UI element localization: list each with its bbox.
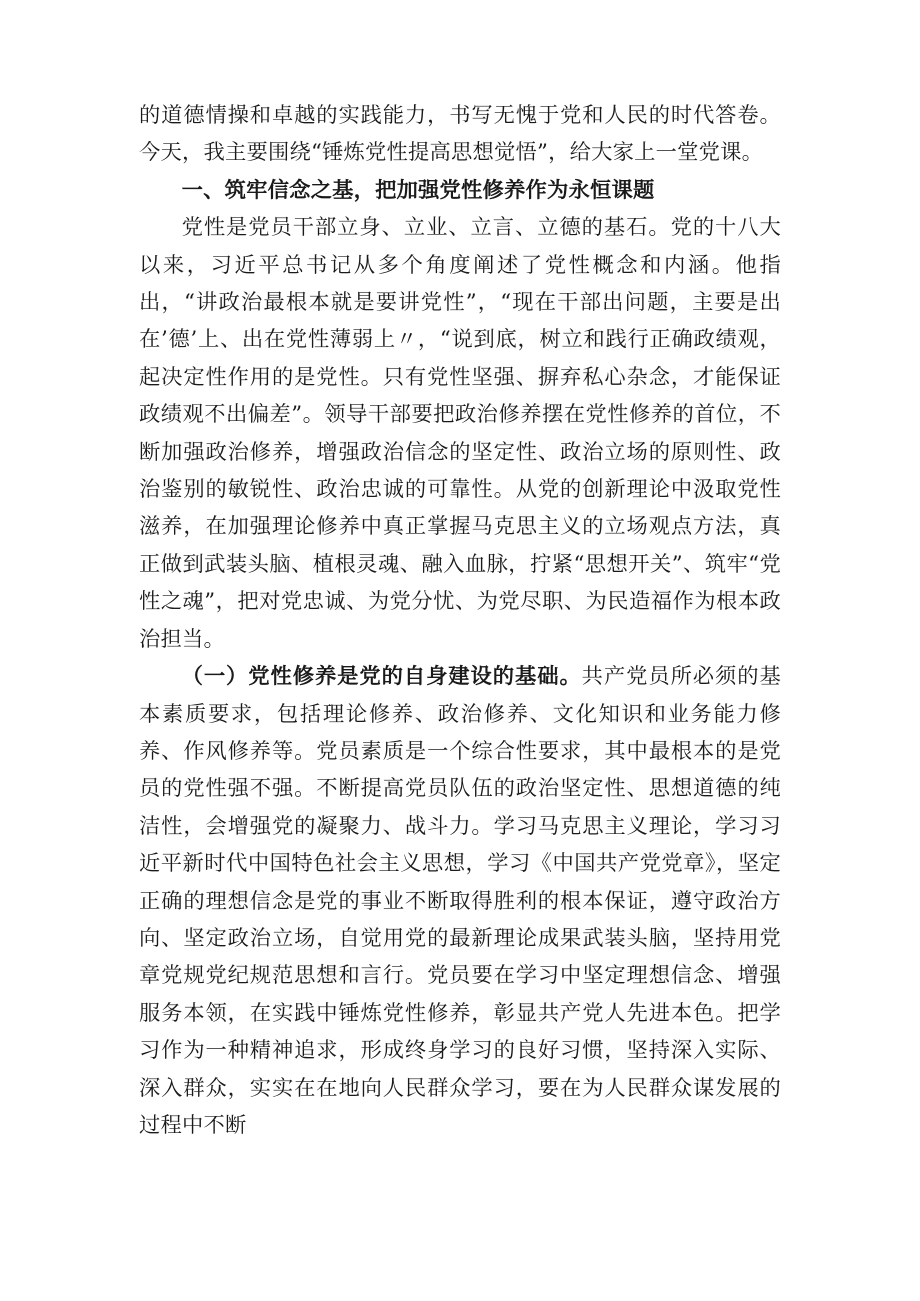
section-heading: 一、筑牢信念之基，把加强党性修养作为永恒课题 bbox=[181, 177, 655, 203]
subsection-paragraph bbox=[139, 658, 781, 1144]
body-paragraph: 党性是党员干部立身、立业、立言、立德的基石。党的十八大以来，习近平总书记从多个角度阐述了党性概念和内涵。他指出，“讲政治最根本就是要讲党性”，“现在干部出问题，主要是出在’德’上、出在党性薄弱上〃，“说到底，树立和践行正确政绩观，起决定性作用的是党性。只有党性坚强、摒弃私心杂念，才能保证政绩观不出偏差”。领导干部要把政治修养摆在党性修养的首位，不断加强政治修养，增强政治信念的坚定性、政治立场的原则性、政治鉴别的敏锐性、政治忠诚的可靠性。从党的创新理论中汲取党性滋养，在加强理论修养中真正掌握马克思主义的立场观点方法，真正做到武装头脑、植根灵魂、融入血脉，拧紧“思想开关”、筑牢“党性之魂”，把对党忠诚、为党分忧、为党尽职、为民造福作为根本政治担当。 bbox=[139, 215, 781, 652]
subsection-lead: （一）党性修养是党的自身建设的基础。 bbox=[181, 664, 582, 690]
document-body bbox=[139, 97, 781, 1144]
subsection-text: 共产党员所必须的基本素质要求，包括理论修养、政治修养、文化知识和业务能力修养、作风修养等。党员素质是一个综合性要求，其中最根本的是党员的党性强不强。不断提高党员队伍的政治坚定性、思想道德的纯洁性，会增强党的凝聚力、战斗力。学习马克思主义理论，学习习近平新时代中国特色社会主义思想，学习《中国共产党党章》，坚定正确的理想信念是党的事业不断取得胜利的根本保证，遵守政治方向、坚定政治立场，自觉用党的最新理论成果武装头脑，坚持用党章党规党纪规范思想和言行。党员要在学习中坚定理想信念、增强服务本领，在实践中锤炼党性修养，彰显共产党人先进本色。把学习作为一种精神追求，形成终身学习的良好习惯，坚持深入实际、深入群众，实实在在地向人民群众学习，要在为人民群众谋发展的过程中不断 bbox=[139, 664, 781, 1138]
continuation-paragraph: 的道德情操和卓越的实践能力，书写无愧于党和人民的时代答卷。今天，我主要围绕“锤炼党性提高思想觉悟”，给大家上一堂党课。 bbox=[139, 103, 781, 166]
